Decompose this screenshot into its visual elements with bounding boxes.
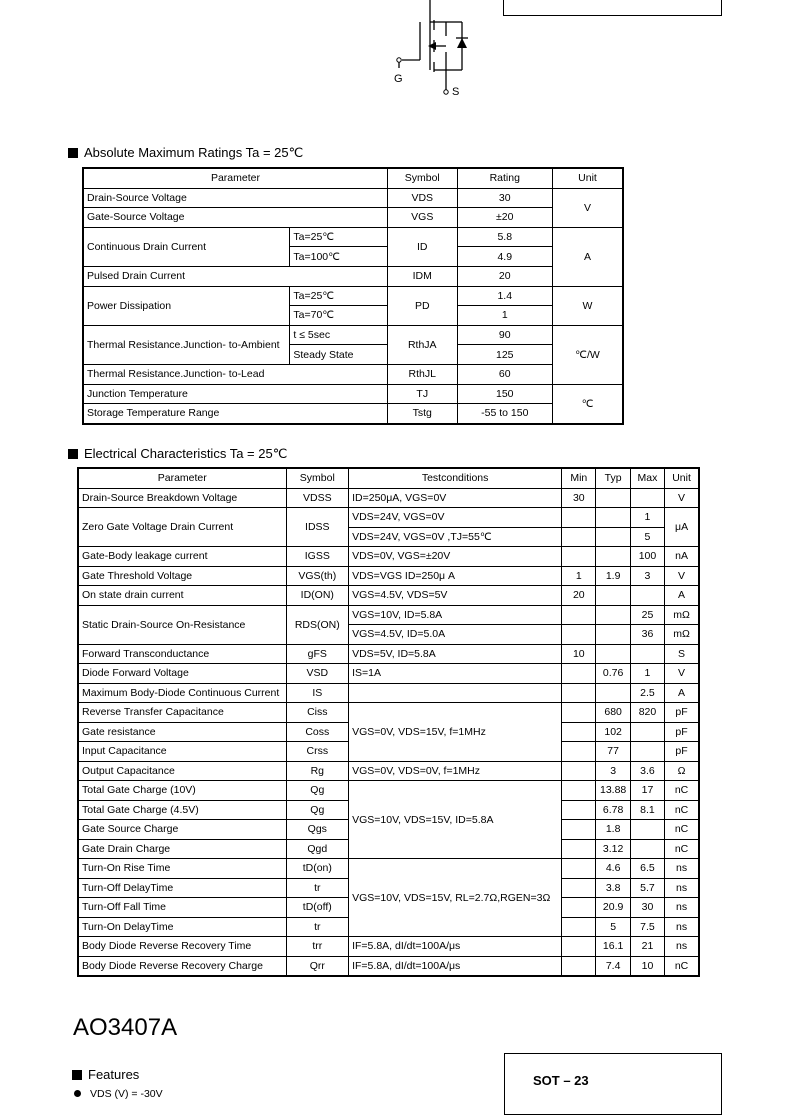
table-cell	[562, 625, 596, 645]
table-cell: Ta=100℃	[290, 247, 388, 267]
amr-title: Absolute Maximum Ratings Ta = 25℃	[68, 145, 303, 161]
package-label: SOT – 23	[533, 1073, 589, 1088]
table-cell: A	[665, 683, 699, 703]
square-bullet-icon	[68, 449, 78, 459]
table-cell: V	[552, 188, 623, 227]
table-cell: RthJA	[387, 325, 457, 364]
table-cell	[596, 605, 630, 625]
table-cell: tD(off)	[286, 898, 349, 918]
table-cell: Qrr	[286, 956, 349, 976]
table-cell: Power Dissipation	[83, 286, 290, 325]
part-number: AO3407A	[73, 1014, 178, 1041]
table-cell: Max	[630, 468, 664, 488]
table-cell	[562, 664, 596, 684]
table-cell: tr	[286, 878, 349, 898]
table-cell: VGS=4.5V, ID=5.0A	[349, 625, 562, 645]
table-row	[78, 488, 699, 508]
table-cell: Continuous Drain Current	[83, 227, 290, 266]
table-cell: 6.5	[630, 859, 664, 879]
table-cell: Total Gate Charge (4.5V)	[78, 800, 286, 820]
table-cell: 7.4	[596, 956, 630, 976]
absolute-max-ratings-table	[82, 167, 624, 425]
table-cell	[630, 722, 664, 742]
table-cell: nC	[665, 781, 699, 801]
table-cell: Body Diode Reverse Recovery Charge	[78, 956, 286, 976]
table-cell: Gate resistance	[78, 722, 286, 742]
table-cell: Turn-Off Fall Time	[78, 898, 286, 918]
table-cell: Diode Forward Voltage	[78, 664, 286, 684]
table-cell: Gate Drain Charge	[78, 839, 286, 859]
table-row	[78, 566, 699, 586]
col-header: Symbol	[387, 168, 457, 188]
table-row	[83, 266, 623, 286]
table-cell: ns	[665, 937, 699, 957]
table-cell: Qgd	[286, 839, 349, 859]
table-cell	[596, 547, 630, 567]
table-cell: 90	[457, 325, 552, 345]
table-cell: V	[665, 664, 699, 684]
table-cell: Ciss	[286, 703, 349, 723]
table-cell: 680	[596, 703, 630, 723]
table-row	[78, 761, 699, 781]
table-cell: 13.88	[596, 781, 630, 801]
table-cell	[630, 742, 664, 762]
square-bullet-icon	[68, 148, 78, 158]
table-cell: nA	[665, 547, 699, 567]
table-cell	[562, 800, 596, 820]
table-cell: Coss	[286, 722, 349, 742]
table-cell: 36	[630, 625, 664, 645]
table-cell: VDS=24V, VGS=0V	[349, 508, 562, 528]
table-row	[83, 404, 623, 424]
table-cell: RthJL	[387, 364, 457, 384]
table-cell: 1	[562, 566, 596, 586]
col-header: Unit	[552, 168, 623, 188]
table-cell: Crss	[286, 742, 349, 762]
table-cell: Thermal Resistance.Junction- to-Lead	[83, 364, 387, 384]
table-cell: Qg	[286, 781, 349, 801]
table-cell: V	[665, 488, 699, 508]
table-cell	[562, 937, 596, 957]
table-cell: Body Diode Reverse Recovery Time	[78, 937, 286, 957]
table-cell: Rg	[286, 761, 349, 781]
table-cell: mΩ	[665, 605, 699, 625]
table-cell: 5	[630, 527, 664, 547]
col-header: Parameter	[83, 168, 387, 188]
table-cell: RDS(ON)	[286, 605, 349, 644]
table-cell: VGS=0V, VDS=0V, f=1MHz	[349, 761, 562, 781]
table-cell: Gate Source Charge	[78, 820, 286, 840]
table-cell: Qg	[286, 800, 349, 820]
table-cell: Total Gate Charge (10V)	[78, 781, 286, 801]
table-cell	[562, 956, 596, 976]
table-cell: TJ	[387, 384, 457, 404]
table-cell: 10	[630, 956, 664, 976]
table-cell	[562, 761, 596, 781]
table-cell: nC	[665, 956, 699, 976]
table-cell	[562, 898, 596, 918]
table-cell: VGS=4.5V, VDS=5V	[349, 586, 562, 606]
table-cell	[596, 527, 630, 547]
table-cell: Gate-Source Voltage	[83, 208, 387, 228]
table-cell: A	[552, 227, 623, 286]
table-cell: 4.9	[457, 247, 552, 267]
table-cell: On state drain current	[78, 586, 286, 606]
table-cell: VGS=10V, ID=5.8A	[349, 605, 562, 625]
table-cell: 1.8	[596, 820, 630, 840]
table-cell: gFS	[286, 644, 349, 664]
table-row	[83, 325, 623, 345]
table-cell: PD	[387, 286, 457, 325]
round-bullet-icon	[74, 1090, 81, 1097]
gate-label: G	[394, 73, 403, 85]
table-cell	[562, 527, 596, 547]
table-cell: 3.6	[630, 761, 664, 781]
table-cell: ID=250μA, VGS=0V	[349, 488, 562, 508]
table-cell: IDSS	[286, 508, 349, 547]
table-header-row	[83, 168, 623, 188]
table-cell: 4.6	[596, 859, 630, 879]
table-cell: 3.12	[596, 839, 630, 859]
table-row	[78, 644, 699, 664]
table-row	[83, 188, 623, 208]
table-cell	[596, 508, 630, 528]
table-row	[78, 859, 699, 879]
col-header: Rating	[457, 168, 552, 188]
table-cell: 1.9	[596, 566, 630, 586]
electrical-characteristics-table	[77, 467, 700, 977]
table-cell: 16.1	[596, 937, 630, 957]
table-cell: 3	[596, 761, 630, 781]
table-cell: nC	[665, 800, 699, 820]
table-row	[78, 937, 699, 957]
table-cell: Gate Threshold Voltage	[78, 566, 286, 586]
table-cell: Parameter	[78, 468, 286, 488]
package-box-top	[503, 0, 722, 16]
table-cell: IF=5.8A, dI/dt=100A/μs	[349, 956, 562, 976]
table-cell: ns	[665, 859, 699, 879]
table-cell	[562, 781, 596, 801]
table-cell: Min	[562, 468, 596, 488]
table-cell: VDS=0V, VGS=±20V	[349, 547, 562, 567]
table-cell: pF	[665, 742, 699, 762]
table-cell: t ≤ 5sec	[290, 325, 388, 345]
table-cell: 21	[630, 937, 664, 957]
table-cell: Input Capacitance	[78, 742, 286, 762]
table-cell: Zero Gate Voltage Drain Current	[78, 508, 286, 547]
source-label: S	[452, 86, 460, 98]
table-row	[78, 605, 699, 625]
package-box	[504, 1053, 722, 1115]
table-cell	[562, 508, 596, 528]
table-cell: Qgs	[286, 820, 349, 840]
table-cell: 30	[457, 188, 552, 208]
table-cell: Thermal Resistance.Junction- to-Ambient	[83, 325, 290, 364]
table-row	[78, 683, 699, 703]
table-row	[83, 286, 623, 306]
table-cell: Turn-On DelayTime	[78, 917, 286, 937]
table-cell: Storage Temperature Range	[83, 404, 387, 424]
table-cell: ±20	[457, 208, 552, 228]
table-row	[78, 508, 699, 528]
table-cell: VGS	[387, 208, 457, 228]
table-cell: 25	[630, 605, 664, 625]
table-cell	[596, 625, 630, 645]
table-cell: VSD	[286, 664, 349, 684]
table-cell	[562, 742, 596, 762]
table-cell: IDM	[387, 266, 457, 286]
table-cell: tr	[286, 917, 349, 937]
table-cell	[630, 586, 664, 606]
table-cell	[630, 488, 664, 508]
table-cell: IF=5.8A, dI/dt=100A/μs	[349, 937, 562, 957]
table-cell: 77	[596, 742, 630, 762]
table-row	[78, 664, 699, 684]
table-cell: ns	[665, 898, 699, 918]
table-cell	[562, 859, 596, 879]
table-row	[78, 586, 699, 606]
table-cell	[562, 683, 596, 703]
table-cell: Junction Temperature	[83, 384, 387, 404]
table-cell	[562, 722, 596, 742]
table-cell: 150	[457, 384, 552, 404]
table-cell: 20.9	[596, 898, 630, 918]
table-row	[83, 364, 623, 384]
table-cell: Static Drain-Source On-Resistance	[78, 605, 286, 644]
table-cell: -55 to 150	[457, 404, 552, 424]
table-cell: 30	[562, 488, 596, 508]
table-cell	[562, 547, 596, 567]
table-cell: Maximum Body-Diode Continuous Current	[78, 683, 286, 703]
table-cell: 17	[630, 781, 664, 801]
table-cell: VDSS	[286, 488, 349, 508]
table-cell: 10	[562, 644, 596, 664]
table-cell: VDS	[387, 188, 457, 208]
table-cell: ns	[665, 917, 699, 937]
table-cell: 5.7	[630, 878, 664, 898]
table-cell: 20	[457, 266, 552, 286]
table-cell: 2.5	[630, 683, 664, 703]
table-row	[78, 956, 699, 976]
table-cell: IS=1A	[349, 664, 562, 684]
table-cell: 820	[630, 703, 664, 723]
table-cell: VDS=VGS ID=250μ A	[349, 566, 562, 586]
table-cell: 3.8	[596, 878, 630, 898]
table-cell: A	[665, 586, 699, 606]
table-cell: VGS=10V, VDS=15V, RL=2.7Ω,RGEN=3Ω	[349, 859, 562, 937]
table-cell: Drain-Source Voltage	[83, 188, 387, 208]
table-cell: W	[552, 286, 623, 325]
ec-title: Electrical Characteristics Ta = 25℃	[68, 446, 287, 462]
table-cell: Unit	[665, 468, 699, 488]
table-cell: Ω	[665, 761, 699, 781]
table-row	[83, 227, 623, 247]
table-cell: IGSS	[286, 547, 349, 567]
table-cell	[562, 820, 596, 840]
table-cell	[596, 683, 630, 703]
table-cell	[562, 917, 596, 937]
table-row	[78, 781, 699, 801]
square-bullet-icon	[72, 1070, 82, 1080]
table-row	[78, 703, 699, 723]
table-cell: mΩ	[665, 625, 699, 645]
table-cell	[596, 644, 630, 664]
table-cell: 102	[596, 722, 630, 742]
table-cell: nC	[665, 820, 699, 840]
table-cell	[630, 839, 664, 859]
table-cell: 60	[457, 364, 552, 384]
table-cell: 8.1	[630, 800, 664, 820]
table-cell: Steady State	[290, 345, 388, 365]
table-cell: tD(on)	[286, 859, 349, 879]
table-cell: Typ	[596, 468, 630, 488]
table-cell: Tstg	[387, 404, 457, 424]
table-row	[78, 547, 699, 567]
table-cell	[562, 605, 596, 625]
table-cell: VGS=10V, VDS=15V, ID=5.8A	[349, 781, 562, 859]
table-cell	[596, 586, 630, 606]
table-cell: 100	[630, 547, 664, 567]
table-cell: ID	[387, 227, 457, 266]
table-cell	[630, 644, 664, 664]
table-cell: Turn-Off DelayTime	[78, 878, 286, 898]
table-cell: Ta=25℃	[290, 227, 388, 247]
table-cell: 20	[562, 586, 596, 606]
table-cell	[596, 488, 630, 508]
table-row	[83, 384, 623, 404]
table-cell: Symbol	[286, 468, 349, 488]
table-cell: VGS(th)	[286, 566, 349, 586]
table-row	[83, 208, 623, 228]
table-cell: trr	[286, 937, 349, 957]
table-cell: Forward Transconductance	[78, 644, 286, 664]
table-cell: VDS=5V, ID=5.8A	[349, 644, 562, 664]
table-cell: Turn-On Rise Time	[78, 859, 286, 879]
table-cell: VGS=0V, VDS=15V, f=1MHz	[349, 703, 562, 762]
table-cell: Testconditions	[349, 468, 562, 488]
table-cell: Ta=25℃	[290, 286, 388, 306]
table-cell: 6.78	[596, 800, 630, 820]
table-cell	[630, 820, 664, 840]
table-cell: VDS=24V, VGS=0V ,TJ=55℃	[349, 527, 562, 547]
table-cell: 0.76	[596, 664, 630, 684]
table-cell: V	[665, 566, 699, 586]
table-cell	[562, 703, 596, 723]
table-header-row	[78, 468, 699, 488]
table-cell	[349, 683, 562, 703]
table-cell	[562, 839, 596, 859]
table-cell: pF	[665, 703, 699, 723]
table-cell: Gate-Body leakage current	[78, 547, 286, 567]
table-cell: S	[665, 644, 699, 664]
table-cell	[562, 878, 596, 898]
table-cell: 1	[630, 664, 664, 684]
table-cell: Drain-Source Breakdown Voltage	[78, 488, 286, 508]
table-cell: 1	[457, 306, 552, 326]
table-cell: 125	[457, 345, 552, 365]
table-cell: Reverse Transfer Capacitance	[78, 703, 286, 723]
table-cell: 7.5	[630, 917, 664, 937]
table-cell: μA	[665, 508, 699, 547]
table-cell: pF	[665, 722, 699, 742]
table-cell: ID(ON)	[286, 586, 349, 606]
table-cell: 3	[630, 566, 664, 586]
table-cell: 5.8	[457, 227, 552, 247]
table-cell: 1.4	[457, 286, 552, 306]
features-title: Features	[72, 1067, 139, 1082]
table-cell: ℃	[552, 384, 623, 424]
table-cell: 30	[630, 898, 664, 918]
feature-item: VDS (V) = -30V	[74, 1088, 163, 1100]
table-cell: Output Capacitance	[78, 761, 286, 781]
table-cell: Pulsed Drain Current	[83, 266, 387, 286]
table-cell: ℃/W	[552, 325, 623, 384]
table-cell: nC	[665, 839, 699, 859]
mosfet-schematic	[390, 0, 480, 100]
table-cell: 1	[630, 508, 664, 528]
table-cell: ns	[665, 878, 699, 898]
table-cell: IS	[286, 683, 349, 703]
table-cell: Ta=70℃	[290, 306, 388, 326]
table-cell: 5	[596, 917, 630, 937]
